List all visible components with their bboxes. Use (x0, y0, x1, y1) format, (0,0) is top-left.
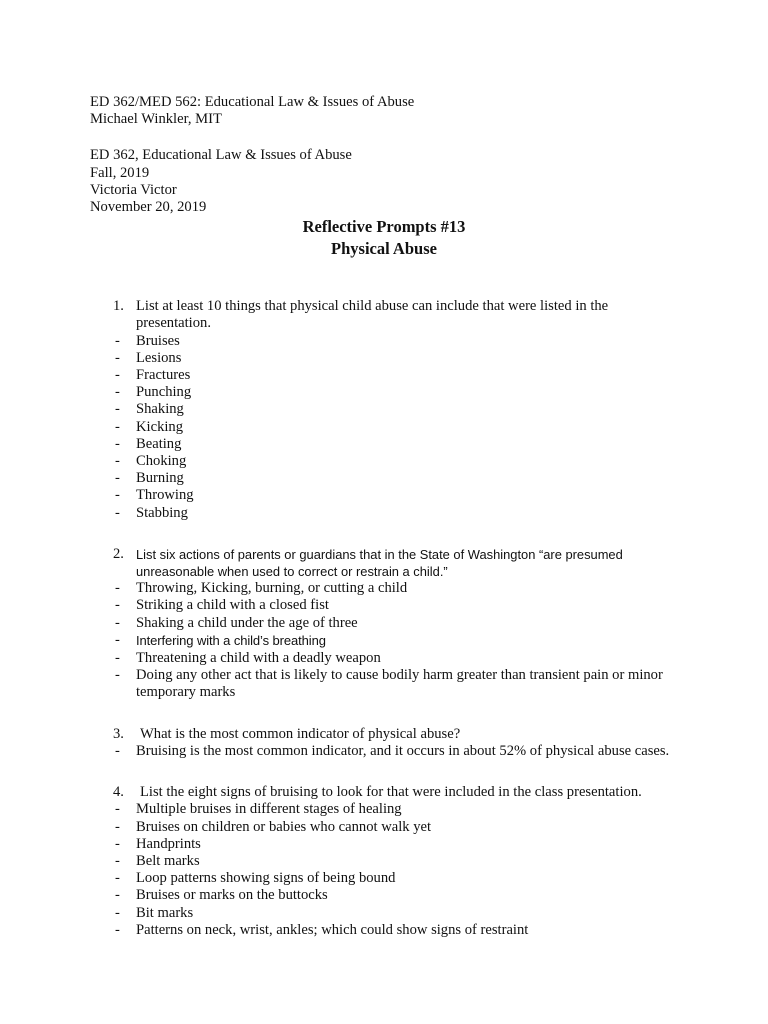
student-name: Victoria Victor (90, 181, 177, 198)
list-item (90, 505, 690, 522)
bullet-dash: - (115, 367, 120, 384)
answer-text: Lesions (136, 349, 182, 366)
bullet-dash: - (115, 631, 120, 648)
answer-text: Bruises (136, 332, 180, 349)
list-item (90, 384, 690, 401)
answer-text: Burning (136, 470, 184, 487)
answer-text: Doing any other act that is likely to cause bodily harm greater than transient pain or minor temporary marks (136, 667, 663, 701)
document-page (90, 94, 690, 939)
bullet-dash: - (115, 835, 120, 852)
question-number: 1. (113, 298, 124, 315)
answer-text: Bruises or marks on the buttocks (136, 887, 328, 904)
bullet-dash: - (115, 401, 120, 418)
question-heading (90, 726, 690, 743)
answer-list (90, 580, 690, 701)
list-item (90, 870, 690, 887)
list-item (90, 887, 690, 904)
answer-text: Bruises on children or babies who cannot walk yet (136, 818, 432, 835)
question-number: 4. (113, 784, 124, 801)
answer-text: Choking (136, 453, 187, 470)
answer-list (90, 743, 690, 760)
question-block (90, 726, 690, 760)
question-block (90, 298, 690, 522)
answer-text: Threatening a child with a deadly weapon (136, 650, 381, 667)
list-item (90, 419, 690, 436)
list-item (90, 632, 690, 650)
bullet-dash: - (115, 435, 120, 452)
bullet-dash: - (115, 650, 120, 667)
list-item (90, 801, 690, 818)
document-title: Reflective Prompts #13 (302, 217, 466, 237)
list-item (90, 487, 690, 504)
instructor-name: Michael Winkler, MIT (90, 111, 222, 128)
question-block (90, 784, 690, 939)
list-item (90, 819, 690, 836)
answer-text: Belt marks (136, 852, 200, 869)
answer-text: Stabbing (136, 504, 188, 521)
question-text: List at least 10 things that physical child abuse can include that were listed in the presentation. (136, 298, 609, 332)
answer-list (90, 333, 690, 522)
bullet-dash: - (115, 580, 120, 597)
answer-text: Bruising is the most common indicator, and it occurs in about 52% of physical abuse cases. (136, 742, 670, 759)
list-item (90, 436, 690, 453)
answer-text: Striking a child with a closed fist (136, 597, 329, 614)
answer-text: Bit marks (136, 904, 194, 921)
answer-text: Patterns on neck, wrist, ankles; which could show signs of restraint (136, 921, 529, 938)
bullet-dash: - (115, 384, 120, 401)
question-heading (90, 546, 690, 580)
list-item (90, 401, 690, 418)
answer-text: Throwing (136, 487, 194, 504)
list-item (90, 580, 690, 597)
list-item (90, 350, 690, 367)
question-number: 2. (113, 545, 124, 562)
list-item (90, 667, 690, 701)
answer-list (90, 801, 690, 939)
list-item (90, 836, 690, 853)
list-item (90, 367, 690, 384)
bullet-dash: - (115, 470, 120, 487)
question-block (90, 546, 690, 702)
answer-text: Beating (136, 435, 182, 452)
question-heading (90, 784, 690, 801)
bullet-dash: - (115, 852, 120, 869)
bullet-dash: - (115, 870, 120, 887)
bullet-dash: - (115, 349, 120, 366)
bullet-dash: - (115, 453, 120, 470)
course-title: ED 362/MED 562: Educational Law & Issues of Abuse (90, 94, 415, 110)
bullet-dash: - (115, 887, 120, 904)
document-subtitle: Physical Abuse (331, 239, 437, 259)
answer-text: Fractures (136, 367, 191, 384)
bullet-dash: - (115, 332, 120, 349)
list-item (90, 905, 690, 922)
bullet-dash: - (115, 418, 120, 435)
bullet-dash: - (115, 504, 120, 521)
list-item (90, 333, 690, 350)
bullet-dash: - (115, 904, 120, 921)
bullet-dash: - (115, 614, 120, 631)
answer-text: Kicking (136, 418, 184, 435)
question-text: What is the most common indicator of physical abuse? (140, 725, 461, 742)
bullet-dash: - (115, 818, 120, 835)
bullet-dash: - (115, 742, 120, 759)
question-number: 3. (113, 725, 124, 742)
answer-text: Punching (136, 384, 192, 401)
answer-text: Throwing, Kicking, burning, or cutting a child (136, 580, 408, 597)
answer-text: Multiple bruises in different stages of healing (136, 801, 402, 818)
list-item (90, 470, 690, 487)
bullet-dash: - (115, 667, 120, 684)
list-item (90, 453, 690, 470)
bullet-dash: - (115, 801, 120, 818)
list-item (90, 650, 690, 667)
question-text: List the eight signs of bruising to look for that were included in the class presentation. (140, 784, 642, 801)
list-item (90, 853, 690, 870)
list-item (90, 922, 690, 939)
answer-text: Shaking (136, 401, 184, 418)
answer-text: Loop patterns showing signs of being bound (136, 870, 396, 887)
bullet-dash: - (115, 597, 120, 614)
term: Fall, 2019 (90, 164, 150, 181)
question-text: List six actions of parents or guardians that in the State of Washington “are presumed unreasonable when used to correct or restrain a child.” (136, 546, 623, 580)
list-item (90, 743, 690, 760)
list-item (90, 615, 690, 632)
answer-text: Handprints (136, 835, 201, 852)
question-heading (90, 298, 690, 332)
list-item (90, 597, 690, 614)
course-title-2: ED 362, Educational Law & Issues of Abuse (90, 147, 352, 164)
bullet-dash: - (115, 487, 120, 504)
answer-text: Interfering with a child’s breathing (136, 632, 326, 648)
answer-text: Shaking a child under the age of three (136, 614, 358, 631)
submission-date: November 20, 2019 (90, 199, 207, 216)
bullet-dash: - (115, 921, 120, 938)
